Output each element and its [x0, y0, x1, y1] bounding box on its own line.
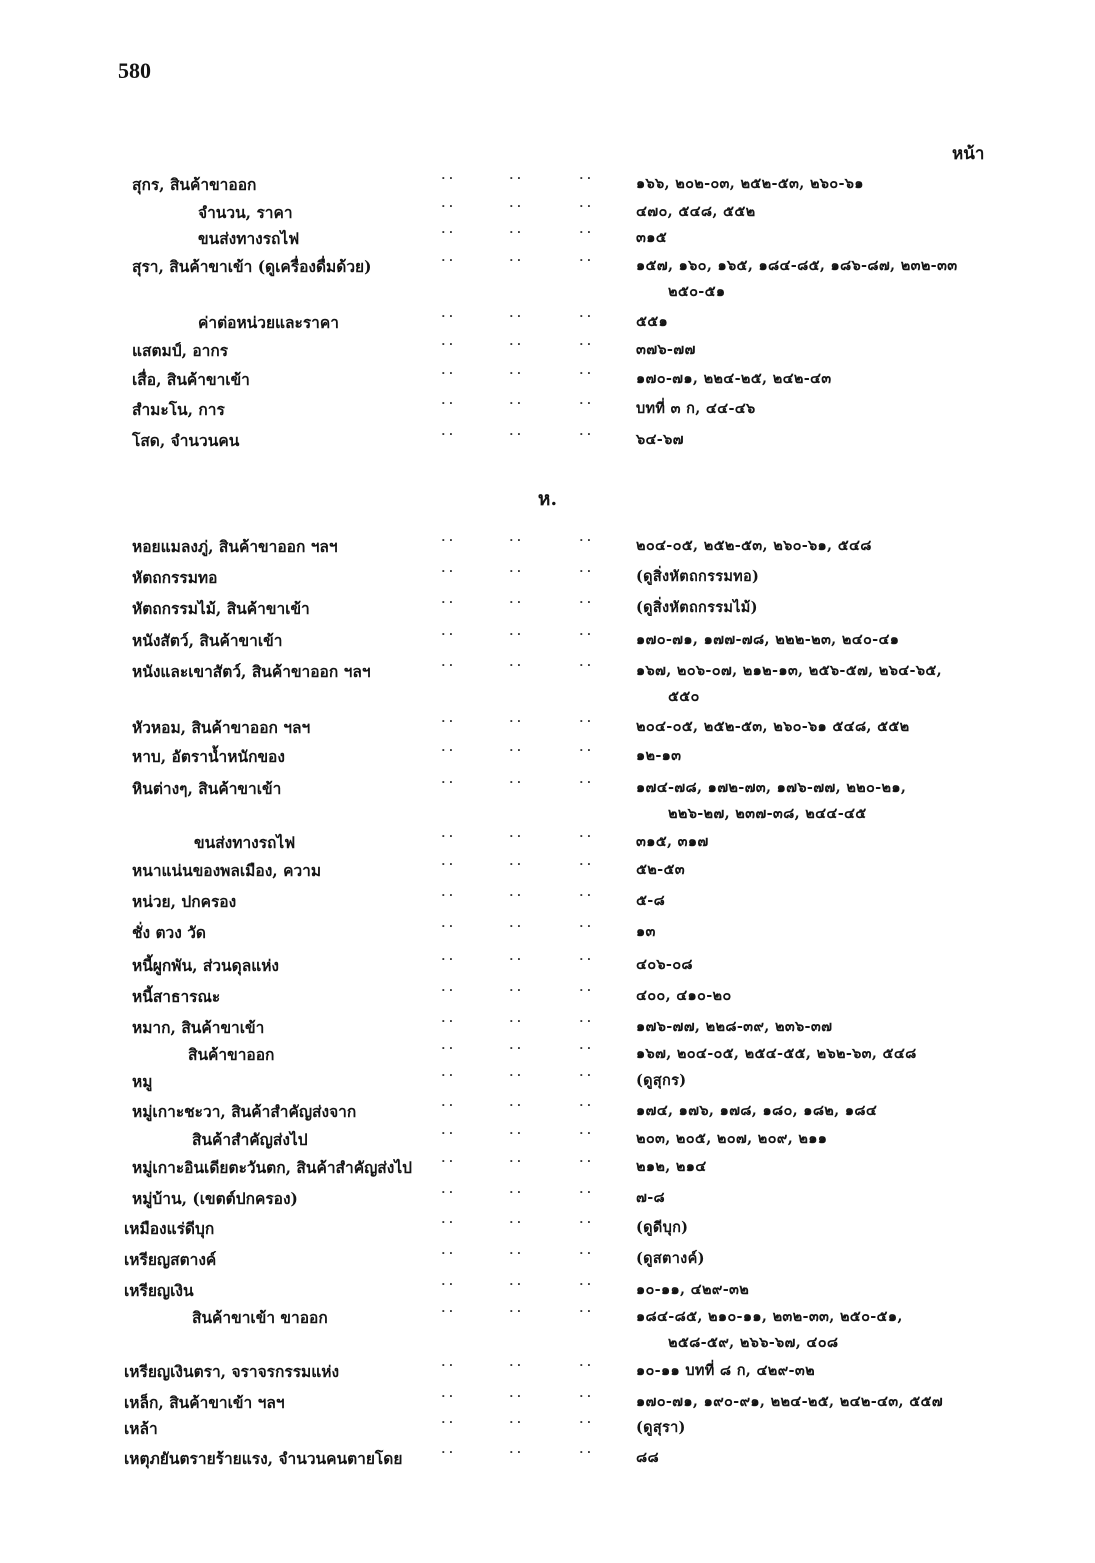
- leader-dots: ··: [508, 1305, 524, 1318]
- index-entry: [0, 426, 1095, 454]
- index-term: หัตถกรรมทอ: [132, 568, 218, 587]
- leader-dots: ··: [508, 1186, 524, 1199]
- leader-dots: ··: [578, 1216, 594, 1229]
- index-pages: (ดูสิ่งหัตถกรรมทอ): [636, 568, 760, 585]
- leader-dots: ··: [578, 920, 594, 933]
- leader-dots: ··: [440, 172, 456, 185]
- index-pages: ๑๖๖, ๒๐๒-๐๓, ๒๕๒-๕๓, ๒๖๐-๖๑: [636, 175, 864, 192]
- leader-dots: ··: [440, 776, 456, 789]
- index-pages: ๑๓: [636, 923, 656, 940]
- leader-dots: ··: [508, 565, 524, 578]
- index-term: สินค้าสำคัญส่งไป: [192, 1130, 308, 1149]
- index-term: หนังและเขาสัตว์, สินค้าขาออก ฯลฯ: [132, 662, 371, 681]
- index-entry: [0, 336, 1095, 364]
- index-entry: [0, 887, 1095, 915]
- index-entry: [0, 308, 1095, 336]
- index-term: หน่วย, ปกครอง: [132, 892, 237, 911]
- index-term: หมู: [132, 1072, 153, 1091]
- leader-dots: ··: [508, 1099, 524, 1112]
- leader-dots: ··: [508, 338, 524, 351]
- leader-dots: ··: [440, 397, 456, 410]
- index-term: สุกร, สินค้าขาออก: [132, 175, 257, 194]
- index-pages-continued: ๒๕๘-๕๙, ๒๖๖-๖๗, ๔๐๘: [668, 1334, 839, 1351]
- leader-dots: ··: [440, 367, 456, 380]
- leader-dots: ··: [508, 830, 524, 843]
- leader-dots: ··: [440, 338, 456, 351]
- index-entry: [0, 1245, 1095, 1273]
- leader-dots: ··: [578, 830, 594, 843]
- leader-dots: ··: [440, 1042, 456, 1055]
- leader-dots: ··: [508, 715, 524, 728]
- index-entry: [0, 170, 1095, 198]
- leader-dots: ··: [578, 1186, 594, 1199]
- index-pages: ๕๒-๕๓: [636, 861, 685, 878]
- leader-dots: ··: [508, 1216, 524, 1229]
- leader-dots: ··: [578, 254, 594, 267]
- leader-dots: ··: [578, 172, 594, 185]
- leader-dots: ··: [508, 776, 524, 789]
- leader-dots: ··: [578, 659, 594, 672]
- leader-dots: ··: [440, 1247, 456, 1260]
- leader-dots: ··: [508, 200, 524, 213]
- index-entry: [0, 1276, 1095, 1304]
- index-term: ค่าต่อหน่วยและราคา: [198, 313, 339, 332]
- index-pages-continued: ๒๕๐-๕๑: [668, 283, 726, 300]
- leader-dots: ··: [508, 1446, 524, 1459]
- index-entry: [0, 1414, 1095, 1442]
- leader-dots: ··: [578, 596, 594, 609]
- index-pages: ๘๘: [636, 1449, 659, 1466]
- index-pages: ๑๐-๑๑ บทที่ ๘ ก, ๔๒๙-๓๒: [636, 1362, 815, 1379]
- index-entry: [0, 657, 1095, 705]
- index-pages: ๕๕๑: [636, 313, 669, 330]
- leader-dots: ··: [578, 1446, 594, 1459]
- index-entry: [0, 532, 1095, 560]
- leader-dots: ··: [578, 1099, 594, 1112]
- index-entry: [0, 1153, 1095, 1181]
- leader-dots: ··: [508, 397, 524, 410]
- leader-dots: ··: [578, 1278, 594, 1291]
- leader-dots: ··: [578, 534, 594, 547]
- leader-dots: ··: [578, 428, 594, 441]
- index-entry: [0, 224, 1095, 252]
- index-term: โสด, จำนวนคน: [132, 431, 240, 450]
- index-pages: บทที่ ๓ ก, ๔๔-๔๖: [636, 400, 756, 417]
- index-pages: ๑๕๗, ๑๖๐, ๑๖๕, ๑๘๔-๘๕, ๑๘๖-๘๗, ๒๓๒-๓๓: [636, 257, 958, 274]
- index-pages: ๑๗๖-๗๗, ๒๒๘-๓๙, ๒๓๖-๓๗: [636, 1018, 833, 1035]
- index-entry: [0, 594, 1095, 622]
- leader-dots: ··: [508, 744, 524, 757]
- leader-dots: ··: [508, 953, 524, 966]
- index-term: แสตมป์, อากร: [132, 341, 229, 360]
- index-entry: [0, 1214, 1095, 1242]
- index-entry: [0, 1303, 1095, 1351]
- index-entry: [0, 1444, 1095, 1472]
- index-entry: [0, 856, 1095, 884]
- index-entry: [0, 951, 1095, 979]
- index-pages: (ดูสุรา): [636, 1419, 686, 1436]
- leader-dots: ··: [578, 338, 594, 351]
- index-term: หมาก, สินค้าขาเข้า: [132, 1018, 265, 1037]
- leader-dots: ··: [508, 1042, 524, 1055]
- leader-dots: ··: [508, 172, 524, 185]
- leader-dots: ··: [508, 254, 524, 267]
- leader-dots: ··: [578, 776, 594, 789]
- index-pages: ๒๐๔-๐๕, ๒๕๒-๕๓, ๒๖๐-๖๑, ๕๔๘: [636, 537, 872, 554]
- leader-dots: ··: [508, 1416, 524, 1429]
- index-term: หอยแมลงภู่, สินค้าขาออก ฯลฯ: [132, 537, 338, 556]
- index-term: หมู่เกาะชะวา, สินค้าสำคัญส่งจาก: [132, 1102, 357, 1121]
- index-term: เหตุภยันตรายร้ายแรง, จำนวนคนตายโดย: [124, 1449, 403, 1468]
- leader-dots: ··: [508, 1069, 524, 1082]
- index-pages: ๓๗๖-๗๗: [636, 341, 696, 358]
- index-pages: ๒๐๔-๐๕, ๒๕๒-๕๓, ๒๖๐-๖๑ ๕๔๘, ๕๕๒: [636, 718, 910, 735]
- index-term: สำมะโน, การ: [132, 400, 225, 419]
- index-term: หนังสัตว์, สินค้าขาเข้า: [132, 631, 283, 650]
- leader-dots: ··: [440, 1015, 456, 1028]
- leader-dots: ··: [508, 1390, 524, 1403]
- leader-dots: ··: [578, 226, 594, 239]
- index-entry: [0, 828, 1095, 856]
- leader-dots: ··: [508, 920, 524, 933]
- index-term: หินต่างๆ, สินค้าขาเข้า: [132, 779, 282, 798]
- leader-dots: ··: [508, 1247, 524, 1260]
- leader-dots: ··: [508, 889, 524, 902]
- leader-dots: ··: [578, 200, 594, 213]
- index-term: เสื่อ, สินค้าขาเข้า: [132, 370, 250, 389]
- leader-dots: ··: [508, 1278, 524, 1291]
- index-term: เหล็ก, สินค้าขาเข้า ฯลฯ: [124, 1393, 285, 1412]
- index-pages: ๑๗๔-๗๘, ๑๗๒-๗๓, ๑๗๖-๗๗, ๒๒๐-๒๑,: [636, 779, 907, 796]
- leader-dots: ··: [508, 310, 524, 323]
- leader-dots: ··: [508, 367, 524, 380]
- index-pages: ๔๗๐, ๕๔๘, ๕๕๒: [636, 203, 756, 220]
- index-term: หนี้ผูกพัน, ส่วนดุลแห่ง: [132, 956, 279, 975]
- page-number: 580: [118, 58, 151, 83]
- leader-dots: ··: [508, 858, 524, 871]
- index-pages: ๑๗๔, ๑๗๖, ๑๗๘, ๑๘๐, ๑๘๒, ๑๘๔: [636, 1102, 878, 1119]
- index-term: สินค้าขาออก: [188, 1045, 275, 1064]
- index-entry: [0, 1125, 1095, 1153]
- leader-dots: ··: [578, 953, 594, 966]
- leader-dots: ··: [508, 534, 524, 547]
- index-term: หาบ, อัตราน้ำหนักของ: [132, 747, 285, 766]
- leader-dots: ··: [440, 226, 456, 239]
- leader-dots: ··: [440, 1359, 456, 1372]
- index-pages: ๒๑๒, ๒๑๔: [636, 1158, 707, 1175]
- index-pages: ๑๐-๑๑, ๔๒๙-๓๒: [636, 1281, 750, 1298]
- leader-dots: ··: [508, 226, 524, 239]
- leader-dots: ··: [440, 200, 456, 213]
- leader-dots: ··: [440, 1186, 456, 1199]
- index-term: เหมืองแร่ดีบุก: [124, 1219, 215, 1238]
- leader-dots: ··: [578, 397, 594, 410]
- index-term: หัตถกรรมไม้, สินค้าขาเข้า: [132, 599, 310, 618]
- leader-dots: ··: [440, 1416, 456, 1429]
- index-pages: ๔๐๐, ๔๑๐-๒๐: [636, 987, 732, 1004]
- leader-dots: ··: [440, 744, 456, 757]
- index-term: หมู่เกาะอินเดียตะวันตก, สินค้าสำคัญส่งไป: [132, 1158, 412, 1177]
- leader-dots: ··: [578, 984, 594, 997]
- index-entry: [0, 982, 1095, 1010]
- leader-dots: ··: [440, 715, 456, 728]
- leader-dots: ··: [508, 1015, 524, 1028]
- index-term: ชั่ง ตวง วัด: [132, 923, 206, 942]
- index-pages: ๓๑๕: [636, 229, 667, 246]
- index-entry: [0, 774, 1095, 822]
- leader-dots: ··: [578, 1247, 594, 1260]
- leader-dots: ··: [440, 1278, 456, 1291]
- index-pages: ๑๒-๑๓: [636, 747, 682, 764]
- leader-dots: ··: [578, 889, 594, 902]
- leader-dots: ··: [508, 596, 524, 609]
- index-term: ขนส่งทางรถไฟ: [194, 833, 296, 852]
- index-term: เหรียญเงิน: [124, 1281, 194, 1300]
- index-term: เหรียญเงินตรา, จราจรกรรมแห่ง: [124, 1362, 340, 1381]
- index-pages: ๔๐๖-๐๘: [636, 956, 693, 973]
- leader-dots: ··: [440, 596, 456, 609]
- index-entry: [0, 198, 1095, 226]
- index-entry: [0, 713, 1095, 741]
- index-entry: [0, 252, 1095, 300]
- index-entry: [0, 918, 1095, 946]
- leader-dots: ··: [440, 1216, 456, 1229]
- index-term: จำนวน, ราคา: [198, 203, 293, 222]
- index-pages: (ดูดีบุก): [636, 1219, 689, 1236]
- index-pages: ๒๐๓, ๒๐๕, ๒๐๗, ๒๐๙, ๒๑๑: [636, 1130, 828, 1147]
- index-term: เหรียญสตางค์: [124, 1250, 217, 1269]
- leader-dots: ··: [578, 310, 594, 323]
- leader-dots: ··: [578, 715, 594, 728]
- index-pages-continued: ๒๒๖-๒๗, ๒๓๗-๓๘, ๒๔๔-๔๕: [668, 805, 867, 822]
- index-entry: [0, 1184, 1095, 1212]
- index-pages: ๓๑๕, ๓๑๗: [636, 833, 709, 850]
- leader-dots: ··: [508, 628, 524, 641]
- leader-dots: ··: [508, 1155, 524, 1168]
- leader-dots: ··: [578, 1416, 594, 1429]
- index-pages: ๑๖๗, ๒๐๔-๐๕, ๒๕๔-๕๕, ๒๖๒-๖๓, ๕๔๘: [636, 1045, 917, 1062]
- leader-dots: ··: [440, 254, 456, 267]
- leader-dots: ··: [578, 1359, 594, 1372]
- leader-dots: ··: [508, 984, 524, 997]
- index-pages: ๑๗๐-๗๑, ๒๒๔-๒๕, ๒๔๒-๔๓: [636, 370, 832, 387]
- section-letter: ห.: [537, 488, 558, 510]
- index-pages: ๖๔-๖๗: [636, 431, 684, 448]
- index-entry: [0, 395, 1095, 423]
- index-pages-continued: ๕๕๐: [668, 688, 700, 705]
- leader-dots: ··: [440, 1305, 456, 1318]
- leader-dots: ··: [440, 830, 456, 843]
- index-term: เหล้า: [124, 1419, 158, 1438]
- leader-dots: ··: [440, 659, 456, 672]
- leader-dots: ··: [578, 1069, 594, 1082]
- leader-dots: ··: [440, 1099, 456, 1112]
- leader-dots: ··: [440, 1390, 456, 1403]
- index-entry: [0, 1013, 1095, 1041]
- leader-dots: ··: [440, 953, 456, 966]
- index-pages: ๑๗๐-๗๑, ๑๙๐-๙๑, ๒๒๔-๒๕, ๒๔๒-๔๓, ๕๕๗: [636, 1393, 943, 1410]
- index-pages: (ดูสตางค์): [636, 1250, 705, 1267]
- leader-dots: ··: [578, 1015, 594, 1028]
- index-term: สินค้าขาเข้า ขาออก: [192, 1308, 328, 1327]
- leader-dots: ··: [508, 1359, 524, 1372]
- leader-dots: ··: [578, 367, 594, 380]
- leader-dots: ··: [440, 428, 456, 441]
- index-entry: [0, 1067, 1095, 1095]
- index-entry: [0, 1388, 1095, 1416]
- leader-dots: ··: [440, 1069, 456, 1082]
- leader-dots: ··: [440, 920, 456, 933]
- index-pages: (ดูสิ่งหัตถกรรมไม้): [636, 599, 758, 616]
- index-term: หัวหอม, สินค้าขาออก ฯลฯ: [132, 718, 311, 737]
- leader-dots: ··: [578, 858, 594, 871]
- index-pages: ๑๘๔-๘๕, ๒๑๐-๑๑, ๒๓๒-๓๓, ๒๕๐-๕๑,: [636, 1308, 903, 1325]
- leader-dots: ··: [578, 1155, 594, 1168]
- index-pages: (ดูสุกร): [636, 1072, 687, 1089]
- index-entry: [0, 626, 1095, 654]
- index-pages: ๑๖๗, ๒๐๖-๐๗, ๒๑๒-๑๓, ๒๕๖-๕๗, ๒๖๔-๖๕,: [636, 662, 942, 679]
- leader-dots: ··: [578, 1305, 594, 1318]
- leader-dots: ··: [578, 1042, 594, 1055]
- index-entry: [0, 1357, 1095, 1385]
- leader-dots: ··: [578, 1390, 594, 1403]
- leader-dots: ··: [508, 659, 524, 672]
- leader-dots: ··: [440, 565, 456, 578]
- index-term: หนาแน่นของพลเมือง, ความ: [132, 861, 322, 880]
- index-term: หนี้สาธารณะ: [132, 987, 221, 1006]
- leader-dots: ··: [578, 565, 594, 578]
- leader-dots: ··: [440, 889, 456, 902]
- index-term: สุรา, สินค้าขาเข้า (ดูเครื่องดื่มด้วย): [132, 257, 372, 276]
- leader-dots: ··: [578, 744, 594, 757]
- index-pages: ๕-๘: [636, 892, 666, 909]
- page-column-header: หน้า: [952, 144, 985, 164]
- leader-dots: ··: [440, 1155, 456, 1168]
- index-term: ขนส่งทางรถไฟ: [198, 229, 300, 248]
- leader-dots: ··: [440, 628, 456, 641]
- leader-dots: ··: [440, 310, 456, 323]
- index-entry: [0, 742, 1095, 770]
- leader-dots: ··: [440, 1446, 456, 1459]
- leader-dots: ··: [508, 1127, 524, 1140]
- index-entry: [0, 563, 1095, 591]
- leader-dots: ··: [508, 428, 524, 441]
- index-entry: [0, 1040, 1095, 1068]
- index-pages: ๗-๘: [636, 1189, 666, 1206]
- leader-dots: ··: [440, 984, 456, 997]
- index-term: หมู่บ้าน, (เขตต์ปกครอง): [132, 1189, 298, 1208]
- leader-dots: ··: [440, 1127, 456, 1140]
- leader-dots: ··: [578, 1127, 594, 1140]
- leader-dots: ··: [578, 628, 594, 641]
- index-pages: ๑๗๐-๗๑, ๑๗๗-๗๘, ๒๒๒-๒๓, ๒๔๐-๔๑: [636, 631, 900, 648]
- index-entry: [0, 365, 1095, 393]
- index-entry: [0, 1097, 1095, 1125]
- leader-dots: ··: [440, 858, 456, 871]
- leader-dots: ··: [440, 534, 456, 547]
